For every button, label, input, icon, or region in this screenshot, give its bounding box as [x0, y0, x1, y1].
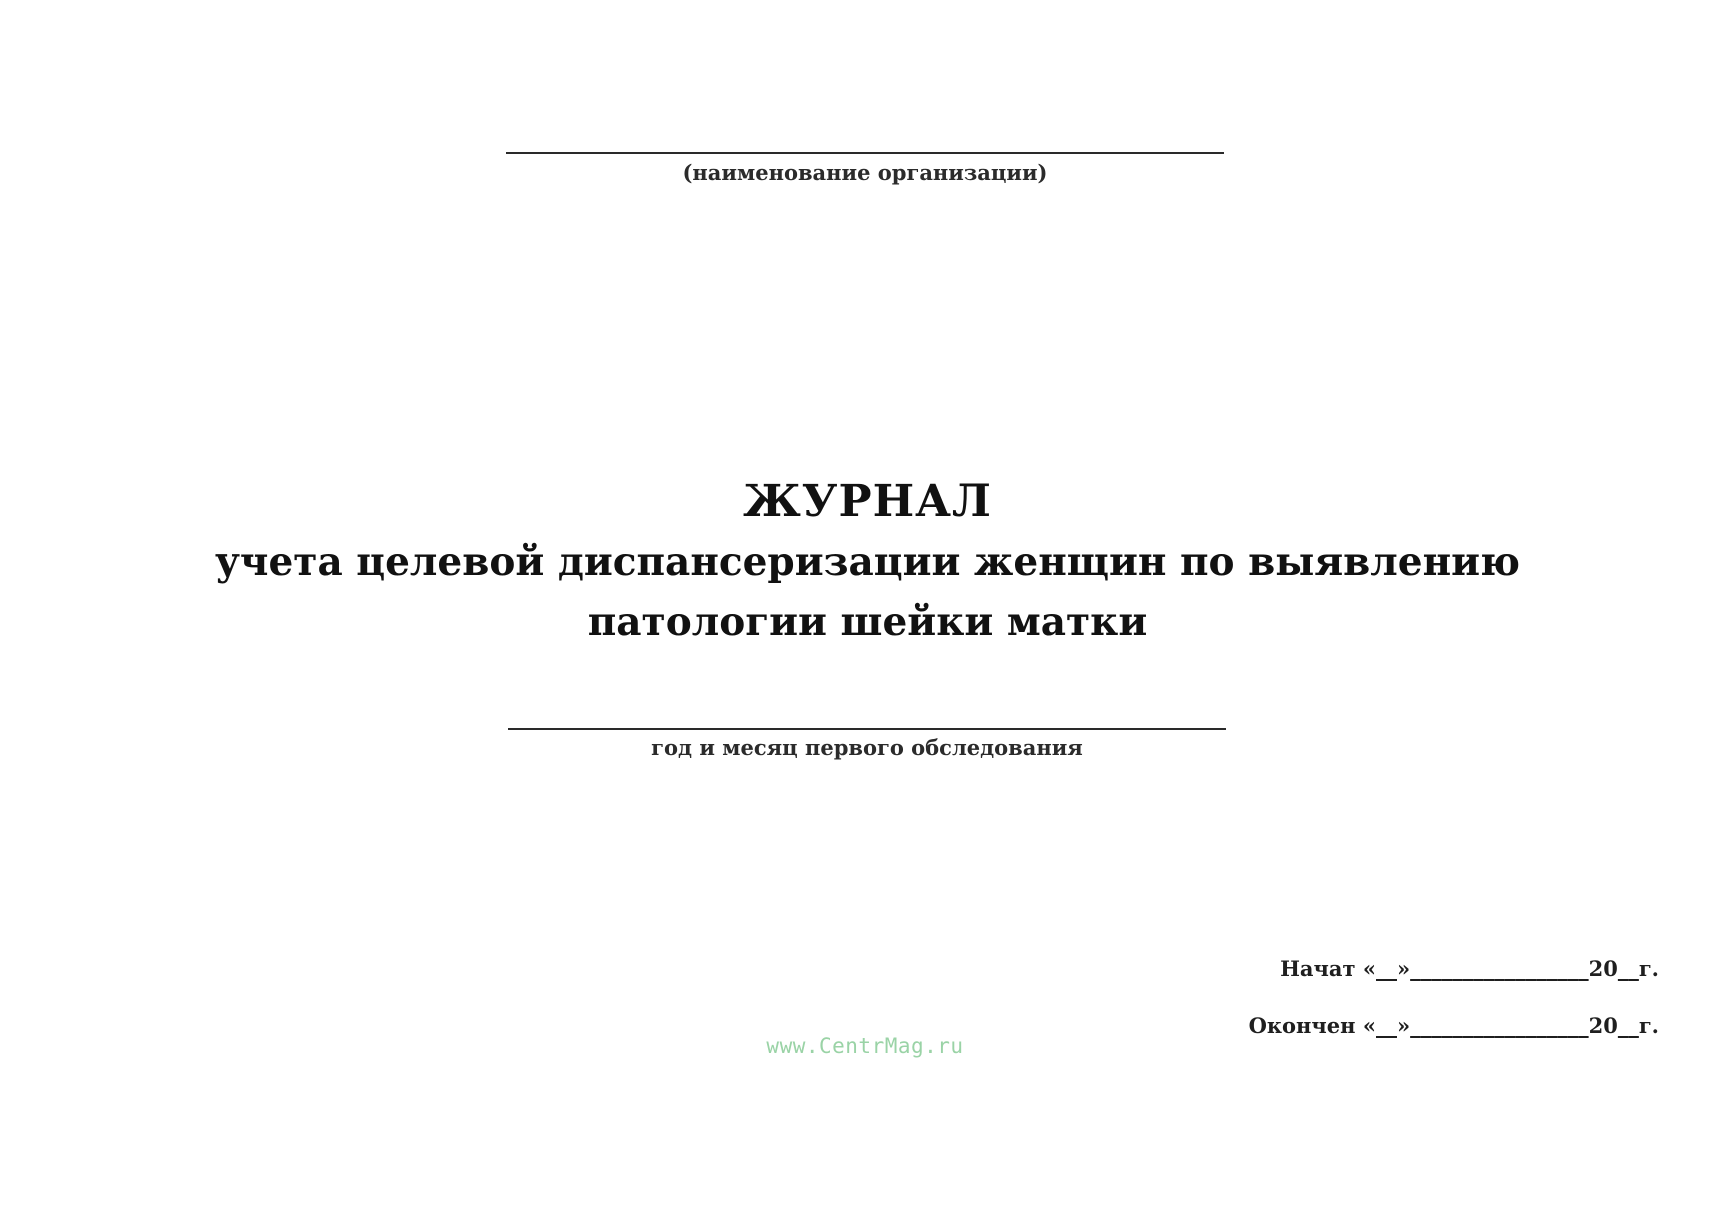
first-exam-date-caption: год и месяц первого обследования [651, 735, 1083, 760]
journal-subtitle-line-2: патологии шейки матки [587, 599, 1148, 645]
watermark: www.CentrMag.ru [766, 1034, 964, 1058]
organization-name-caption: (наименование организации) [682, 160, 1048, 185]
journal-subtitle-line-1: учета целевой диспансеризации женщин по выявлению [214, 539, 1521, 585]
first-exam-date-line [508, 728, 1226, 730]
journal-ended-field: Окончен «__»_________________20__г. [1248, 1013, 1659, 1038]
journal-title-block [120, 472, 1615, 652]
organization-name-line [506, 152, 1224, 154]
journal-title: ЖУРНАЛ [743, 476, 992, 527]
journal-started-field: Начат «__»_________________20__г. [1280, 956, 1659, 981]
